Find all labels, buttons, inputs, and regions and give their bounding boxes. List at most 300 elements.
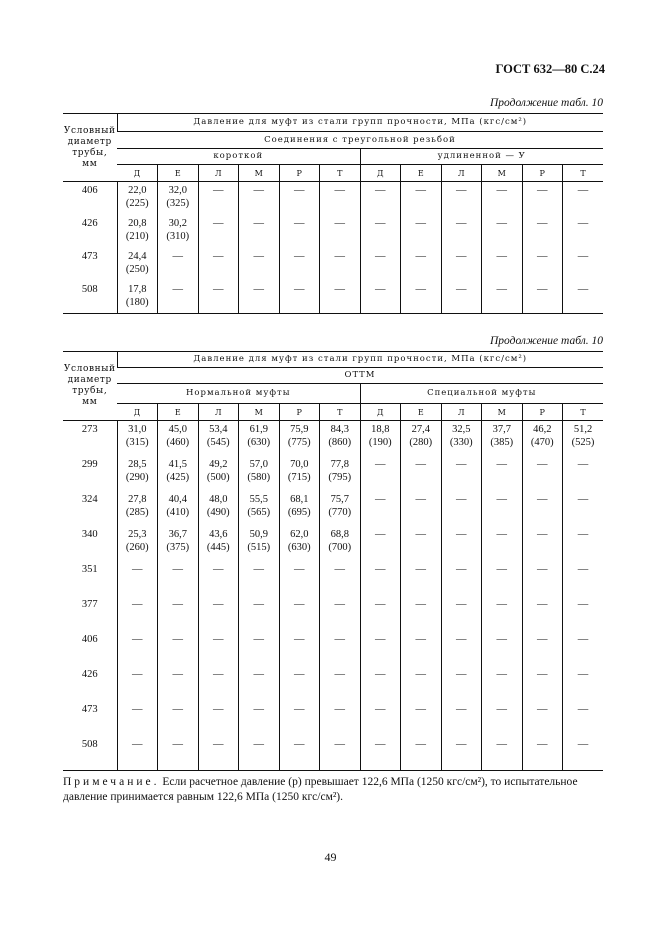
pressure-kgf: (460): [166, 437, 190, 448]
pressure-cell: [279, 281, 320, 314]
pressure-mpa: —: [537, 703, 548, 715]
pressure-cell: [522, 248, 563, 281]
pressure-cell: [522, 561, 563, 596]
table-row: [63, 701, 603, 736]
diameter-cell: 406: [81, 633, 98, 645]
pressure-cell: [482, 281, 523, 314]
pressure-cell: [158, 666, 199, 701]
pressure-mpa: —: [577, 668, 589, 680]
pressure-cell: [279, 248, 320, 281]
table-row: [63, 421, 603, 456]
pressure-cell: [239, 596, 280, 631]
pressure-kgf: (385): [490, 437, 514, 448]
pressure-mpa: —: [577, 528, 589, 540]
pressure-cell: [117, 701, 158, 736]
pressure-kgf: (425): [166, 471, 190, 483]
pressure-mpa: —: [294, 563, 305, 575]
pressure-mpa: —: [213, 738, 224, 750]
pressure-cell: [158, 456, 199, 491]
pressure-mpa: —: [456, 283, 467, 295]
pressure-mpa: —: [294, 217, 305, 229]
pressure-mpa: —: [375, 283, 386, 295]
pressure-mpa: —: [415, 633, 426, 645]
pressure-mpa: —: [213, 633, 224, 645]
document-header: ГОСТ 632—80 С.24: [495, 62, 605, 76]
pressure-mpa: —: [334, 250, 345, 262]
pressure-mpa: —: [537, 563, 548, 575]
pressure-cell: [158, 215, 199, 248]
pressure-mpa: 37,7: [492, 424, 511, 435]
pressure-mpa: 40,4: [168, 493, 187, 505]
pressure-mpa: 18,8: [371, 424, 390, 435]
pressure-cell: [239, 701, 280, 736]
pressure-cell: [482, 666, 523, 701]
pressure-cell: [158, 248, 199, 281]
pressure-kgf: (630): [287, 541, 311, 553]
pressure-cell: [320, 281, 361, 314]
pressure-cell: [563, 666, 604, 701]
pressure-cell: [320, 561, 361, 596]
table-row: [63, 596, 603, 631]
pressure-cell: [441, 215, 482, 248]
pressure-mpa: —: [496, 250, 507, 262]
pressure-cell: [522, 631, 563, 666]
pressure-mpa: 61,9: [249, 424, 268, 435]
pressure-cell: [401, 561, 442, 596]
pressure-cell: [158, 491, 199, 526]
pressure-kgf: (310): [166, 230, 190, 242]
pressure-cell: [401, 421, 442, 456]
pressure-kgf: (210): [125, 230, 149, 242]
pressure-mpa: —: [456, 458, 467, 470]
pressure-mpa: —: [253, 668, 264, 680]
pressure-cell: [320, 701, 361, 736]
pressure-mpa: 28,5: [128, 458, 147, 470]
pressure-mpa: —: [537, 493, 548, 505]
pressure-cell: [158, 526, 199, 561]
page-number: 49: [324, 850, 337, 864]
pressure-mpa: 53,4: [209, 424, 228, 435]
pressure-cell: [158, 182, 199, 215]
pressure-cell: [239, 281, 280, 314]
pressure-mpa: —: [415, 598, 426, 610]
pressure-cell: [198, 666, 239, 701]
pressure-mpa: —: [375, 185, 386, 196]
pressure-cell: [441, 736, 482, 771]
pressure-mpa: —: [294, 633, 305, 645]
pressure-mpa: —: [132, 598, 143, 610]
pressure-cell: [522, 666, 563, 701]
pressure-cell: [482, 596, 523, 631]
pressure-mpa: —: [253, 738, 264, 750]
pressure-cell: [360, 215, 401, 248]
pressure-mpa: —: [537, 250, 548, 262]
pressure-mpa: —: [334, 283, 345, 295]
pressure-cell: [522, 596, 563, 631]
grade-header: Д: [117, 165, 158, 182]
pressure-mpa: —: [172, 738, 183, 750]
pressure-cell: [563, 215, 604, 248]
pressure-cell: [563, 456, 604, 491]
pressure-mpa: —: [132, 668, 143, 680]
pressure-cell: [117, 215, 158, 248]
grade-header: Е: [158, 165, 199, 182]
pressure-mpa: —: [415, 703, 426, 715]
pressure-mpa: —: [172, 703, 183, 715]
pressure-mpa: 45,0: [168, 424, 187, 435]
pressure-mpa: —: [577, 458, 589, 470]
group-header-short: короткой: [117, 149, 360, 165]
pressure-cell: [482, 701, 523, 736]
pressure-mpa: —: [415, 563, 426, 575]
pressure-mpa: —: [456, 598, 467, 610]
pressure-cell: [441, 631, 482, 666]
pressure-cell: [158, 561, 199, 596]
footnote-label: Примечание.: [63, 776, 160, 788]
pressure-mpa: —: [213, 563, 224, 575]
pressure-cell: [522, 526, 563, 561]
pressure-cell: [117, 596, 158, 631]
pressure-mpa: —: [294, 598, 305, 610]
pressure-mpa: 41,5: [168, 458, 187, 470]
table-row: [63, 182, 603, 215]
pressure-cell: [158, 281, 199, 314]
grade-header: Р: [279, 165, 320, 182]
grade-header: М: [239, 404, 280, 421]
pressure-mpa: —: [172, 563, 183, 575]
pressure-cell: [563, 631, 604, 666]
pressure-mpa: 32,0: [168, 185, 187, 196]
grade-header: Д: [360, 165, 401, 182]
pressure-mpa: —: [537, 668, 548, 680]
pressure-mpa: —: [415, 283, 426, 295]
pressure-mpa: —: [375, 633, 386, 645]
pressure-cell: [401, 248, 442, 281]
pressure-cell: [320, 526, 361, 561]
pressure-mpa: —: [456, 185, 467, 196]
pressure-mpa: —: [537, 283, 548, 295]
pressure-cell: [563, 491, 604, 526]
pressure-cell: [563, 421, 604, 456]
pressure-mpa: —: [172, 283, 183, 295]
pressure-kgf: (470): [530, 437, 554, 448]
pressure-cell: [360, 596, 401, 631]
pressure-mpa: 48,0: [209, 493, 228, 505]
pressure-mpa: —: [496, 598, 507, 610]
pressure-mpa: —: [415, 250, 426, 262]
pressure-cell: [522, 701, 563, 736]
group-header-extended: удлиненной — У: [360, 149, 603, 165]
pressure-cell: [198, 596, 239, 631]
pressure-mpa: —: [375, 703, 386, 715]
table-top-header: Давление для муфт из стали групп прочности, МПа (кгс/см²): [117, 114, 603, 132]
table-row: [63, 561, 603, 596]
pressure-cell: [117, 736, 158, 771]
pressure-mpa: —: [577, 283, 589, 295]
pressure-mpa: —: [213, 668, 224, 680]
pressure-kgf: (410): [166, 506, 190, 518]
pressure-mpa: —: [577, 738, 589, 750]
pressure-cell: [279, 526, 320, 561]
pressure-kgf: (280): [409, 437, 433, 448]
pressure-mpa: —: [496, 563, 507, 575]
pressure-kgf: (330): [449, 437, 473, 448]
table-sub-header: ОТТМ: [117, 368, 603, 384]
pressure-kgf: (190): [368, 437, 392, 448]
pressure-cell: [158, 701, 199, 736]
table-top-header: Давление для муфт из стали групп прочности, МПа (кгс/см²): [117, 352, 603, 368]
pressure-mpa: 62,0: [290, 528, 309, 540]
pressure-cell: [239, 215, 280, 248]
grade-header: Т: [320, 165, 361, 182]
pressure-mpa: —: [253, 283, 264, 295]
pressure-cell: [441, 666, 482, 701]
pressure-cell: [441, 421, 482, 456]
pressure-cell: [239, 561, 280, 596]
pressure-cell: [198, 736, 239, 771]
pressure-kgf: (225): [125, 198, 149, 209]
pressure-mpa: —: [213, 598, 224, 610]
pressure-mpa: —: [415, 493, 426, 505]
table-continuation-label: Продолжение табл. 10: [490, 97, 603, 109]
pressure-cell: [239, 456, 280, 491]
pressure-cell: [158, 631, 199, 666]
pressure-cell: [279, 666, 320, 701]
grade-header: Р: [522, 404, 563, 421]
diameter-cell: 324: [81, 493, 98, 505]
diameter-cell: 426: [81, 217, 98, 229]
pressure-mpa: —: [415, 458, 426, 470]
pressure-cell: [117, 526, 158, 561]
pressure-cell: [360, 421, 401, 456]
pressure-cell: [198, 561, 239, 596]
stub-header: Условный диаметр трубы, мм: [63, 114, 117, 182]
grade-header-row: [63, 404, 603, 421]
pressure-cell: [360, 248, 401, 281]
grade-header: Е: [158, 404, 199, 421]
pressure-cell: [360, 701, 401, 736]
pressure-mpa: —: [537, 185, 548, 196]
pressure-mpa: 51,2: [573, 424, 593, 435]
pressure-cell: [239, 526, 280, 561]
pressure-mpa: —: [537, 738, 548, 750]
pressure-cell: [522, 491, 563, 526]
pressure-mpa: —: [375, 493, 386, 505]
table-continuation-label: Продолжение табл. 10: [490, 335, 603, 347]
pressure-mpa: —: [496, 493, 507, 505]
pressure-cell: [360, 456, 401, 491]
diameter-cell: 473: [81, 703, 98, 715]
pressure-cell: [198, 701, 239, 736]
pressure-cell: [441, 561, 482, 596]
pressure-cell: [563, 281, 604, 314]
pressure-cell: [198, 182, 239, 215]
pressure-mpa: —: [456, 528, 467, 540]
pressure-cell: [198, 281, 239, 314]
pressure-cell: [279, 456, 320, 491]
table-row: [63, 631, 603, 666]
pressure-cell: [482, 182, 523, 215]
pressure-cell: [320, 491, 361, 526]
group-header-normal: Нормальной муфты: [117, 384, 360, 404]
pressure-mpa: 36,7: [168, 528, 187, 540]
pressure-cell: [522, 182, 563, 215]
pressure-kgf: (250): [125, 263, 149, 275]
grade-header: Д: [360, 404, 401, 421]
diameter-cell: 377: [81, 598, 98, 610]
pressure-mpa: —: [577, 563, 589, 575]
pressure-cell: [441, 248, 482, 281]
pressure-mpa: —: [496, 528, 507, 540]
pressure-mpa: —: [577, 703, 589, 715]
pressure-mpa: —: [537, 217, 548, 229]
pressure-cell: [401, 666, 442, 701]
pressure-mpa: 46,2: [533, 424, 552, 435]
pressure-mpa: —: [415, 738, 426, 750]
pressure-mpa: —: [375, 668, 386, 680]
pressure-cell: [117, 248, 158, 281]
pressure-kgf: (795): [328, 471, 352, 483]
pressure-mpa: —: [334, 668, 345, 680]
pressure-cell: [360, 526, 401, 561]
grade-header: Р: [522, 165, 563, 182]
pressure-cell: [563, 182, 604, 215]
pressure-cell: [198, 491, 239, 526]
pressure-mpa: —: [294, 283, 305, 295]
pressure-cell: [198, 215, 239, 248]
pressure-mpa: —: [496, 703, 507, 715]
pressure-mpa: —: [375, 563, 386, 575]
pressure-mpa: 22,0: [128, 185, 147, 196]
pressure-cell: [279, 215, 320, 248]
pressure-mpa: —: [294, 668, 305, 680]
diameter-cell: 351: [81, 563, 98, 575]
pressure-mpa: —: [577, 493, 589, 505]
pressure-cell: [563, 248, 604, 281]
pressure-cell: [158, 596, 199, 631]
pressure-cell: [360, 281, 401, 314]
pressure-cell: [279, 631, 320, 666]
pressure-mpa: —: [577, 633, 589, 645]
pressure-kgf: (290): [125, 471, 149, 483]
pressure-mpa: —: [294, 250, 305, 262]
pressure-kgf: (490): [206, 506, 230, 518]
pressure-cell: [401, 631, 442, 666]
pressure-kgf: (545): [206, 437, 230, 448]
pressure-mpa: —: [496, 668, 507, 680]
pressure-kgf: (325): [166, 198, 190, 209]
grade-header: М: [482, 165, 523, 182]
pressure-kgf: (770): [328, 506, 352, 518]
group-header-special: Специальной муфты: [360, 384, 603, 404]
pressure-mpa: 20,8: [128, 217, 147, 229]
pressure-mpa: —: [334, 185, 345, 196]
diameter-cell: 406: [81, 185, 98, 196]
pressure-mpa: —: [132, 563, 143, 575]
pressure-cell: [198, 248, 239, 281]
table-row: [63, 215, 603, 248]
pressure-cell: [401, 215, 442, 248]
diameter-cell: 426: [81, 668, 98, 680]
pressure-mpa: —: [496, 633, 507, 645]
pressure-mpa: —: [456, 668, 467, 680]
pressure-cell: [522, 456, 563, 491]
grade-header: М: [482, 404, 523, 421]
pressure-cell: [198, 421, 239, 456]
pressure-mpa: —: [496, 283, 507, 295]
pressure-kgf: (525): [571, 437, 595, 448]
pressure-kgf: (500): [206, 471, 230, 483]
pressure-mpa: —: [334, 217, 345, 229]
pressure-mpa: —: [496, 458, 507, 470]
pressure-cell: [320, 215, 361, 248]
pressure-cell: [320, 248, 361, 281]
pressure-cell: [441, 281, 482, 314]
table-row: [63, 456, 603, 491]
pressure-kgf: (565): [247, 506, 271, 518]
pressure-mpa: —: [213, 185, 224, 196]
pressure-cell: [441, 701, 482, 736]
pressure-mpa: 30,2: [168, 217, 187, 229]
pressure-mpa: —: [172, 250, 183, 262]
diameter-cell: 340: [81, 528, 98, 540]
pressure-mpa: —: [496, 738, 507, 750]
pressure-kgf: (260): [125, 541, 149, 553]
pressure-cell: [522, 281, 563, 314]
pressure-cell: [117, 281, 158, 314]
footnote-text: Если расчетное давление (р) превышает 122,6 МПа (1250 кгс/см²), то испытательное давление принимается равным 122,6 МПа (1250 кгс/см²).: [63, 776, 578, 803]
pressure-mpa: —: [537, 633, 548, 645]
pressure-cell: [239, 182, 280, 215]
grade-header: Л: [441, 404, 482, 421]
pressure-cell: [441, 596, 482, 631]
pressure-mpa: —: [415, 185, 426, 196]
pressure-mpa: —: [537, 528, 548, 540]
pressure-mpa: 17,8: [128, 283, 147, 295]
pressure-mpa: 27,8: [128, 493, 147, 505]
pressure-mpa: —: [253, 703, 264, 715]
table-body: [63, 182, 603, 314]
table-row: [63, 526, 603, 561]
table-row: [63, 666, 603, 701]
pressure-cell: [279, 182, 320, 215]
pressure-cell: [239, 631, 280, 666]
pressure-cell: [117, 182, 158, 215]
pressure-cell: [360, 491, 401, 526]
grade-header: Е: [401, 404, 442, 421]
pressure-mpa: 68,1: [290, 493, 309, 505]
pressure-cell: [360, 666, 401, 701]
pressure-mpa: —: [456, 738, 467, 750]
pressure-cell: [239, 421, 280, 456]
pressure-mpa: —: [253, 250, 264, 262]
pressure-kgf: (700): [328, 541, 352, 553]
pressure-cell: [320, 736, 361, 771]
footnote: [63, 775, 608, 805]
pressure-cell: [320, 456, 361, 491]
pressure-mpa: 70,0: [290, 458, 309, 470]
pressure-cell: [401, 736, 442, 771]
pressure-kgf: (580): [247, 471, 271, 483]
pressure-kgf: (775): [287, 437, 311, 448]
pressure-mpa: —: [456, 217, 467, 229]
pressure-cell: [401, 182, 442, 215]
pressure-kgf: (860): [328, 437, 352, 448]
pressure-cell: [522, 421, 563, 456]
diameter-cell: 273: [81, 424, 98, 435]
pressure-cell: [563, 526, 604, 561]
pressure-cell: [320, 666, 361, 701]
